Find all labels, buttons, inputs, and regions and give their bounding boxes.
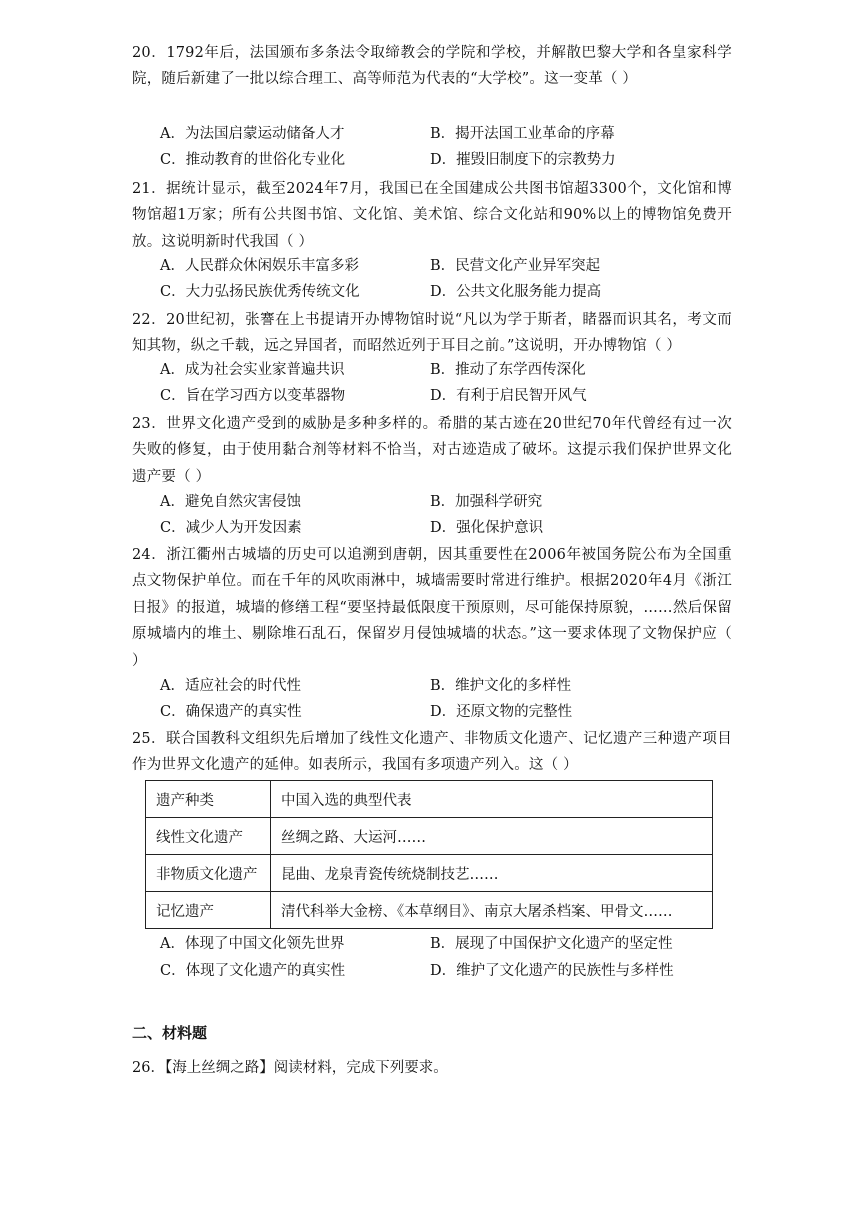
table-row — [146, 855, 713, 892]
table-cell: 清代科举大金榜、《本草纲目》、南京大屠杀档案、甲骨文…… — [271, 892, 713, 929]
heritage-table — [145, 780, 713, 929]
question-21-stem: 21．据统计显示，截至2024年7月，我国已在全国建成公共图书馆超3300个，文化馆和博物馆超1万家；所有公共图书馆、文化馆、美术馆、综合文化站和90%以上的博物馆免费开放。这说明新时代我国（ ） — [132, 181, 732, 250]
question-22-option-d: D．有利于启民智开风气 — [430, 388, 587, 404]
table-cell: 记忆遗产 — [146, 892, 271, 929]
table-cell: 线性文化遗产 — [146, 818, 271, 855]
question-24-option-b: B．维护文化的多样性 — [430, 678, 572, 694]
question-25-option-c: C．体现了文化遗产的真实性 — [160, 963, 346, 979]
question-21-option-c: C．大力弘扬民族优秀传统文化 — [160, 284, 360, 300]
question-20-option-d: D．摧毁旧制度下的宗教势力 — [430, 152, 616, 168]
question-25-option-b: B．展现了中国保护文化遗产的坚定性 — [430, 936, 673, 952]
question-24-stem: 24．浙江衢州古城墙的历史可以追溯到唐朝，因其重要性在2006年被国务院公布为全国重点文物保护单位。而在千年的风吹雨淋中，城墙需要时常进行维护。根据2020年4月《浙江日报》的报道，城墙的修缮工程“要坚持最低限度干预原则，尽可能保持原貌，……然后保留原城墙内的堆土、剔除堆石乱石，保留岁月侵蚀城墙的状态。”这一要求体现了文物保护应（ ） — [132, 547, 732, 669]
table-cell: 丝绸之路、大运河…… — [271, 818, 713, 855]
question-22-option-b: B．推动了东学西传深化 — [430, 362, 586, 378]
question-23-option-d: D．强化保护意识 — [430, 520, 544, 536]
question-22-option-a: A．成为社会实业家普遍共识 — [160, 362, 345, 378]
question-20-option-c: C．推动教育的世俗化专业化 — [160, 152, 346, 168]
question-20-stem: 20．1792年后，法国颁布多条法令取缔教会的学院和学校，并解散巴黎大学和各皇家科学院，随后新建了一批以综合理工、高等师范为代表的“大学校”。这一变革（ ） — [132, 45, 732, 88]
table-cell: 昆曲、龙泉青瓷传统烧制技艺…… — [271, 855, 713, 892]
question-24-option-c: C．确保遗产的真实性 — [160, 704, 302, 720]
question-23-stem: 23．世界文化遗产受到的威胁是多种多样的。希腊的某古迹在20世纪70年代曾经有过一次失败的修复，由于使用黏合剂等材料不恰当，对古迹造成了破坏。这提示我们保护世界文化遗产要（ ） — [132, 416, 732, 485]
question-20-option-b: B．揭开法国工业革命的序幕 — [430, 126, 615, 142]
question-22-option-c: C．旨在学习西方以变革器物 — [160, 388, 346, 404]
question-21-option-d: D．公共文化服务能力提高 — [430, 284, 602, 300]
question-23-option-a: A．避免自然灾害侵蚀 — [160, 494, 301, 510]
question-24-option-d: D．还原文物的完整性 — [430, 704, 573, 720]
question-23-option-b: B．加强科学研究 — [430, 494, 543, 510]
table-header-cell: 中国入选的典型代表 — [271, 781, 713, 818]
question-24-option-a: A．适应社会的时代性 — [160, 678, 301, 694]
table-row — [146, 892, 713, 929]
table-cell: 非物质文化遗产 — [146, 855, 271, 892]
section-title: 二、材料题 — [132, 1024, 208, 1042]
question-22-stem: 22．20世纪初，张謇在上书提请开办博物馆时说“凡以为学于斯者，睹器而识其名，考文而知其物，纵之千载，远之异国者，而昭然近列于耳目之前。”这说明，开办博物馆（ ） — [132, 312, 732, 355]
question-21-option-a: A．人民群众休闲娱乐丰富多彩 — [160, 258, 359, 274]
question-25-option-a: A．体现了中国文化领先世界 — [160, 936, 345, 952]
question-23-option-c: C．减少人为开发因素 — [160, 520, 302, 536]
question-20-option-a: A．为法国启蒙运动储备人才 — [160, 126, 345, 142]
table-header-cell: 遗产种类 — [146, 781, 271, 818]
table-row — [146, 781, 713, 818]
question-25-stem: 25．联合国教科文组织先后增加了线性文化遗产、非物质文化遗产、记忆遗产三种遗产项目作为世界文化遗产的延伸。如表所示，我国有多项遗产列入。这（ ） — [132, 731, 732, 774]
question-25-option-d: D．维护了文化遗产的民族性与多样性 — [430, 963, 674, 979]
question-26-stem: 26．【海上丝绸之路】阅读材料，完成下列要求。 — [132, 1060, 448, 1076]
question-21-option-b: B．民营文化产业异军突起 — [430, 258, 601, 274]
table-row — [146, 818, 713, 855]
